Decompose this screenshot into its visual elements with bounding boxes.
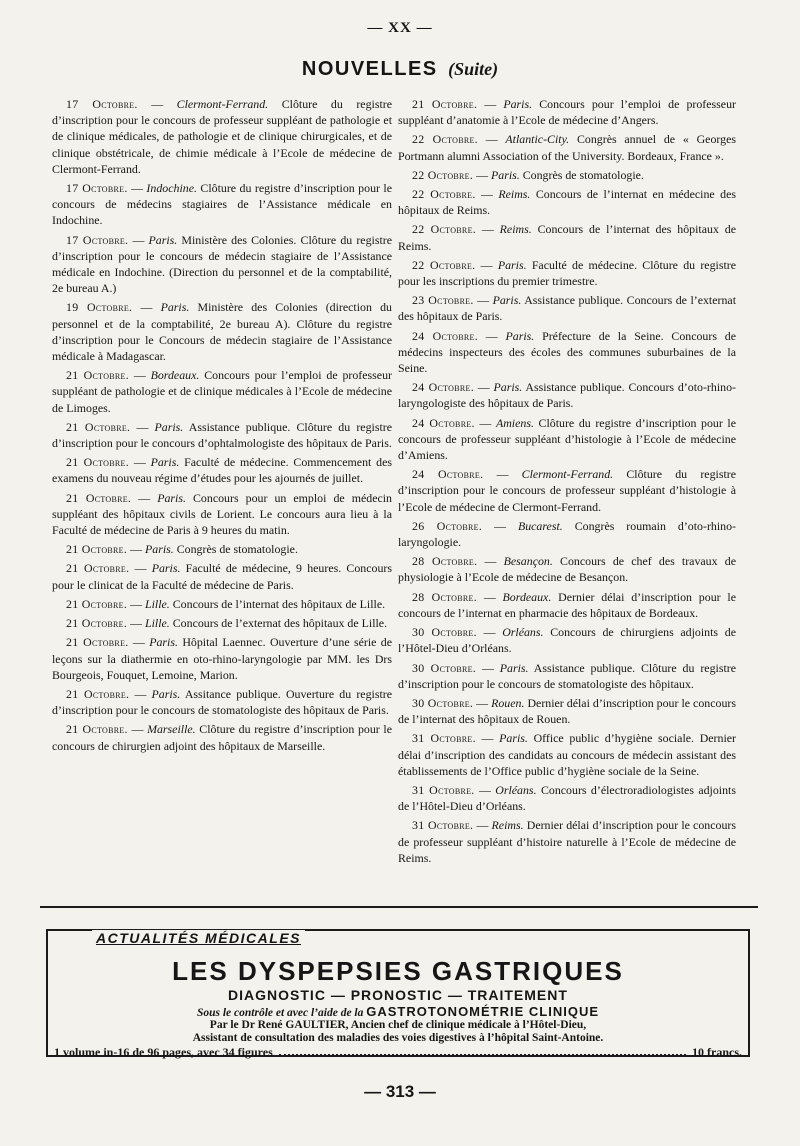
entry-text: Ministère des Colonies (direction du personnel et de la comptabilité, 2e bureau A). Clôture du registre d’inscription pour le Concours de médecin stagiaire de l’Assistance médicale à Madagascar. <box>52 300 392 364</box>
news-entry: 21 Octobre. — Paris. Hôpital Laennec. Ouverture d’une série de leçons sur la diathermie en oto-rhino-laryngologie par MM. les Drs Bourgeois, Fouquet, Lemoine, Marion. <box>52 635 393 682</box>
entry-place: Besançon. <box>503 554 553 569</box>
page-heading <box>0 58 800 81</box>
entry-date: 21 Octobre. <box>66 455 129 470</box>
entry-date: 26 Octobre. <box>412 518 483 533</box>
entry-place: Paris. <box>492 293 522 308</box>
news-entry: 28 Octobre. — Bordeaux. Dernier délai d’inscription pour le concours de l’internat en pharmacie des hôpitaux de Bordeaux. <box>398 589 736 620</box>
entry-text: Préfecture de la Seine. Concours de médecins inspecteurs des écoles des communes suburbaines de la Seine. <box>398 328 737 376</box>
entry-text: Congrès roumain d’oto-rhino-laryngologie. <box>398 518 737 550</box>
entry-date: 24 Octobre. <box>412 415 475 430</box>
entry-date: 21 Octobre. <box>412 97 478 111</box>
entry-place: Atlantic-City. <box>505 132 570 147</box>
entry-text: Faculté de médecine. Clôture du registre pour les inscriptions du premier trimestre. <box>398 257 736 289</box>
news-entry: 21 Octobre. — Paris. Assitance publique. Ouverture du registre d’inscription pour le concours de stomatologiste des hôpitaux de Paris. <box>52 686 393 718</box>
entry-place: Clermont-Ferrand. <box>521 467 614 482</box>
news-entry: 30 Octobre. — Orléans. Concours de chirurgiens adjoints de l’Hôtel-Dieu d’Orléans. <box>398 625 736 656</box>
entry-place: Paris. <box>157 490 186 505</box>
ad-series-tag: ACTUALITÉS MÉDICALES <box>92 930 305 946</box>
news-entry: 22 Octobre. — Atlantic-City. Congrès annuel de « Georges Portmann alumni Association of the University. Bordeaux, France ». <box>398 132 737 163</box>
ad-leader-dots <box>279 1045 686 1056</box>
entry-text: Dernier délai d’inscription pour le concours de l’internat des hôpitaux de Rouen. <box>398 695 736 727</box>
entry-date: 30 Octobre. <box>412 695 474 710</box>
entry-text: Concours pour l’emploi de professeur suppléant d’anatomie à l’Ecole de médecine d’Angers. <box>398 97 736 128</box>
entry-text: Dernier délai d’inscription pour le concours de professeur suppléant d’histoire naturelle à l’Ecole de médecine de Reims. <box>398 818 736 865</box>
ad-title: LES DYSPEPSIES GASTRIQUES <box>172 956 624 986</box>
entry-date: 30 Octobre. <box>412 625 477 640</box>
entry-place: Paris. <box>144 542 174 557</box>
news-entry: 24 Octobre. — Paris. Préfecture de la Seine. Concours de médecins inspecteurs des écoles des communes suburbaines de la Seine. <box>398 328 737 376</box>
entry-text: Concours de l’internat des hôpitaux de Reims. <box>398 222 736 253</box>
entry-place: Bordeaux. <box>502 589 552 604</box>
entry-date: 21 Octobre. <box>66 561 130 576</box>
news-entry: 26 Octobre. — Bucarest. Congrès roumain d’oto-rhino-laryngologie. <box>398 518 737 550</box>
entry-place: Paris. <box>148 232 178 247</box>
entry-date: 31 Octobre. <box>412 818 474 833</box>
entry-text: Clôture du registre d’inscription pour le concours de professeur suppléant de pathologie et de clinique médicales, de pathologie et de clinique chirurgicales, et de clinique obstétricale, de chimie médicale à l’Ecole de médecine de Clermont-Ferrand. <box>52 97 392 176</box>
ad-method-prefix: Sous le contrôle et avec l’aide de la <box>196 1007 364 1019</box>
entry-text: Congrès de stomatologie. <box>176 542 298 557</box>
entry-text: Faculté de médecine, 9 heures. Concours pour le clinicat de la Faculté de médecine de Paris. <box>52 561 392 592</box>
entry-place: Amiens. <box>495 415 534 430</box>
entry-date: 31 Octobre. <box>412 782 475 797</box>
entry-date: 30 Octobre. <box>412 660 477 675</box>
entry-date: 17 Octobre. <box>66 232 129 247</box>
entry-text: Assistance publique. Concours d’oto-rhino-laryngologiste des hôpitaux de Paris. <box>398 380 736 411</box>
news-entry: 21 Octobre. — Paris. Concours pour l’emploi de professeur suppléant d’anatomie à l’Ecole de médecine d’Angers. <box>398 97 736 128</box>
ad-method-name: GASTROTONOMÉTRIE CLINIQUE <box>366 1004 600 1019</box>
entry-date: 28 Octobre. <box>412 589 477 604</box>
entry-place: Bordeaux. <box>150 368 200 383</box>
entry-date: 21 Octobre. <box>66 722 128 737</box>
entry-text: Congrès de stomatologie. <box>522 167 644 182</box>
entry-text: Clôture du registre d’inscription pour le concours de chirurgien adjoint des hôpitaux de Marseille. <box>52 722 392 753</box>
news-entry: 21 Octobre. — Paris. Faculté de médecine, 9 heures. Concours pour le clinicat de la Faculté de médecine de Paris. <box>52 561 392 592</box>
news-entry: 31 Octobre. — Orléans. Concours d’électroradiologistes adjoints de l’Hôtel-Dieu d’Orléans. <box>398 782 736 814</box>
entry-place: Marseille. <box>147 722 196 737</box>
entry-date: 21 Octobre. <box>66 596 128 611</box>
entry-date: 21 Octobre. <box>66 419 131 434</box>
entry-text: Concours d’électroradiologistes adjoints de l’Hôtel-Dieu d’Orléans. <box>398 782 736 814</box>
news-entry: 19 Octobre. — Paris. Ministère des Colonies (direction du personnel et de la comptabilité, 2e bureau A). Clôture du registre d’inscription pour le Concours de médecin stagiaire de l’Assistance médicale à Madagascar. <box>52 300 392 364</box>
entry-text: Concours de chirurgiens adjoints de l’Hôtel-Dieu d’Orléans. <box>398 625 736 656</box>
entry-date: 21 Octobre. <box>66 616 128 631</box>
entry-text: Dernier délai d’inscription pour le concours de l’internat en pharmacie des hôpitaux de Bordeaux. <box>398 589 736 620</box>
entry-date: 17 Octobre. <box>66 181 128 196</box>
entry-place: Paris. <box>149 635 178 650</box>
news-entry: 17 Octobre. — Paris. Ministère des Colonies. Clôture du registre d’inscription pour le concours de médecin stagiaire de l’Assistance médicale en Indochine. (Direction du personnel et de la comptabilité, 2e bureau A.) <box>52 232 393 296</box>
entry-text: Clôture du registre d’inscription pour le concours de médecins stagiaires de l’Assistance médicale en Indochine. <box>52 181 393 228</box>
entry-place: Paris. <box>499 660 529 675</box>
news-entry: 21 Octobre. — Paris. Congrès de stomatologie. <box>66 542 298 557</box>
section-divider <box>40 906 758 908</box>
entry-place: Paris. <box>150 455 180 470</box>
entry-date: 23 Octobre. <box>412 293 474 308</box>
news-entry: 22 Octobre. — Paris. Congrès de stomatologie. <box>412 167 644 182</box>
entry-text: Concours de l’internat des hôpitaux de Lille. <box>172 596 386 611</box>
entry-place: Paris. <box>151 561 181 576</box>
entry-place: Paris. <box>499 731 528 746</box>
entry-place: Bucarest. <box>517 518 563 533</box>
news-entry: 21 Octobre. — Paris. Faculté de médecine. Commencement des examens du nouveau régime d’études pour les ajournés de juillet. <box>52 455 393 486</box>
news-entry: 21 Octobre. — Paris. Assistance publique. Clôture du registre d’inscription pour le concours d’ophtalmologiste des hôpitaux de Paris. <box>52 419 392 451</box>
news-entry: 22 Octobre. — Paris. Faculté de médecine. Clôture du registre pour les inscriptions du premier trimestre. <box>398 257 736 289</box>
entry-text: Faculté de médecine. Commencement des examens du nouveau régime d’études pour les ajournés de juillet. <box>52 455 393 486</box>
entry-place: Orléans. <box>502 625 544 640</box>
entry-date: 17 Octobre. <box>66 97 138 111</box>
entry-date: 21 Octobre. <box>66 686 130 701</box>
news-entry: 17 Octobre. — Clermont-Ferrand. Clôture du registre d’inscription pour le concours de professeur suppléant de pathologie et de clinique médicales, de pathologie et de clinique chirurgicales, et de clinique obstétricale, de chimie médicale à l’Ecole de médecine de Clermont-Ferrand. <box>52 97 392 176</box>
entry-date: 22 Octobre. <box>412 132 478 147</box>
entry-date: 19 Octobre. <box>66 300 133 315</box>
entry-place: Lille. <box>144 616 170 631</box>
entry-place: Lille. <box>144 596 170 611</box>
entry-text: Concours pour l’emploi de professeur suppléant de pathologie et de clinique médicales à l’Ecole de médecine de Limoges. <box>52 368 392 415</box>
entry-date: 21 Octobre. <box>66 542 128 557</box>
entry-text: Assistance publique. Clôture du registre d’inscription pour le concours d’ophtalmologiste des hôpitaux de Paris. <box>52 419 392 451</box>
news-entry: 30 Octobre. — Paris. Assistance publique. Clôture du registre d’inscription pour le concours de stomatologiste des hôpitaux. <box>398 660 736 691</box>
ad-author-line: Par le Dr René GAULTIER, Ancien chef de clinique médicale à l’Hôtel-Dieu, <box>209 1019 587 1031</box>
ad-volume-description: 1 volume in-16 de 96 pages, avec 34 figures <box>54 1045 273 1059</box>
news-entry: 21 Octobre. — Bordeaux. Concours pour l’emploi de professeur suppléant de pathologie et de clinique médicales à l’Ecole de médecine de Limoges. <box>52 368 392 415</box>
news-entry: 24 Octobre. — Paris. Assistance publique. Concours d’oto-rhino-laryngologiste des hôpitaux de Paris. <box>398 380 736 411</box>
advertisement-box <box>46 929 750 1057</box>
entry-text: Concours de l’externat des hôpitaux de Lille. <box>172 616 388 631</box>
entry-text: Hôpital Laennec. Ouverture d’une série de leçons sur la diathermie en oto-rhino-laryngologie par MM. les Drs Bourgeois, Fouquet, Lemoine, Marion. <box>52 635 393 682</box>
entry-place: Clermont-Ferrand. <box>176 97 269 111</box>
news-entry: 21 Octobre. — Paris. Concours pour un emploi de médecin suppléant des hôpitaux civils de Lorient. Le concours aura lieu à la Faculté de médecine de Paris à 9 heures du matin. <box>52 490 392 538</box>
news-entry: 22 Octobre. — Reims. Concours de l’internat en médecine des hôpitaux de Reims. <box>398 187 736 218</box>
entry-text: Concours pour un emploi de médecin suppléant des hôpitaux civils de Lorient. Le concours aura lieu à la Faculté de médecine de Paris à 9 heures du matin. <box>52 490 392 538</box>
ad-subtitle: DIAGNOSTIC — PRONOSTIC — TRAITEMENT <box>228 987 568 1003</box>
entry-place: Rouen. <box>491 695 525 710</box>
page-number: — 313 — <box>364 1082 436 1101</box>
entry-text: Assistance publique. Concours de l’externat des hôpitaux de Paris. <box>398 293 736 324</box>
left-column <box>52 96 392 757</box>
entry-text: Ministère des Colonies. Clôture du registre d’inscription pour le concours de médecin stagiaire de l’Assistance médicale en Indochine. (Direction du personnel et de la comptabilité, 2e bureau A.) <box>52 232 393 296</box>
ad-author-affiliation: Assistant de consultation des maladies des voies digestives à l’hôpital Saint-Antoine. <box>192 1032 604 1044</box>
entry-place: Paris. <box>160 300 190 315</box>
right-column <box>398 96 736 869</box>
entry-text: Clôture du registre d’inscription pour le concours de professeur suppléant d’histologie à l’Ecole de médecine d’Amiens. <box>398 415 737 463</box>
entry-place: Paris. <box>151 686 181 701</box>
entry-place: Paris. <box>503 97 533 111</box>
news-entry: 21 Octobre. — Lille. Concours de l’externat des hôpitaux de Lille. <box>66 616 388 631</box>
entry-date: 22 Octobre. <box>412 222 477 237</box>
roman-page-number: — XX — <box>367 20 433 36</box>
news-entry: 24 Octobre. — Clermont-Ferrand. Clôture du registre d’inscription pour le concours de professeur suppléant d’histologie à l’Ecole de médecine de Clermont-Ferrand. <box>398 467 736 514</box>
entry-place: Paris. <box>505 328 535 343</box>
entry-text: Assistance publique. Clôture du registre d’inscription pour le concours de stomatologiste des hôpitaux. <box>398 660 736 691</box>
ad-method-line <box>48 1005 748 1020</box>
entry-date: 24 Octobre. <box>412 328 478 343</box>
news-entry: 21 Octobre. — Lille. Concours de l’internat des hôpitaux de Lille. <box>66 596 386 611</box>
entry-date: 28 Octobre. <box>412 554 478 569</box>
news-entry: 30 Octobre. — Rouen. Dernier délai d’inscription pour le concours de l’internat des hôpitaux de Rouen. <box>398 695 736 727</box>
entry-date: 22 Octobre. <box>412 187 476 202</box>
entry-date: 22 Octobre. <box>412 167 474 182</box>
entry-date: 24 Octobre. <box>412 467 484 482</box>
news-entry: 21 Octobre. — Marseille. Clôture du registre d’inscription pour le concours de chirurgien adjoint des hôpitaux de Marseille. <box>52 722 392 753</box>
entry-date: 31 Octobre. <box>412 731 476 746</box>
entry-place: Paris. <box>493 380 523 395</box>
entry-place: Paris. <box>497 257 527 272</box>
entry-place: Reims. <box>499 222 532 237</box>
entry-place: Indochine. <box>146 181 197 196</box>
entry-date: 21 Octobre. <box>66 368 130 383</box>
news-entry: 22 Octobre. — Reims. Concours de l’internat des hôpitaux de Reims. <box>398 222 736 253</box>
ad-price-line <box>54 1045 742 1060</box>
entry-text: Concours de chef des travaux de physiologie à l’Ecole de médecine de Besançon. <box>398 554 736 585</box>
news-entry: 23 Octobre. — Paris. Assistance publique. Concours de l’externat des hôpitaux de Paris. <box>398 293 736 324</box>
section-title: NOUVELLES <box>301 58 438 80</box>
entry-date: 21 Octobre. <box>66 635 129 650</box>
entry-date: 24 Octobre. <box>412 380 474 395</box>
news-entry: 31 Octobre. — Paris. Office public d’hygiène sociale. Dernier délai d’inscription des candidats au concours de médecin assistant des établissements de l’Office public d’hygiène sociale de la Seine. <box>398 731 737 778</box>
entry-text: Congrès annuel de « Georges Portmann alumni Association of the University. Bordeaux, France ». <box>398 132 737 163</box>
entry-place: Reims. <box>491 818 524 833</box>
entry-date: 21 Octobre. <box>66 490 132 505</box>
entry-text: Concours de l’internat en médecine des hôpitaux de Reims. <box>398 187 736 218</box>
entry-place: Orléans. <box>495 782 537 797</box>
news-entry: 28 Octobre. — Besançon. Concours de chef des travaux de physiologie à l’Ecole de médecine de Besançon. <box>398 554 736 585</box>
entry-text: Clôture du registre d’inscription pour le concours de professeur suppléant d’histologie à l’Ecole de médecine de Clermont-Ferrand. <box>398 467 736 514</box>
entry-place: Reims. <box>498 187 531 202</box>
entry-date: 22 Octobre. <box>412 257 476 272</box>
entry-text: Office public d’hygiène sociale. Dernier délai d’inscription des candidats au concours de médecin assistant des établissements de l’Office public d’hygiène sociale de la Seine. <box>398 731 737 778</box>
news-entry: 24 Octobre. — Amiens. Clôture du registre d’inscription pour le concours de professeur suppléant d’histologie à l’Ecole de médecine d’Amiens. <box>398 415 737 463</box>
entry-place: Paris. <box>154 419 184 434</box>
section-title-suffix: (Suite) <box>448 59 499 79</box>
entry-place: Paris. <box>490 167 520 182</box>
news-entry: 31 Octobre. — Reims. Dernier délai d’inscription pour le concours de professeur suppléant d’histoire naturelle à l’Ecole de médecine de Reims. <box>398 818 736 865</box>
entry-text: Assitance publique. Ouverture du registre d’inscription pour le concours de stomatologiste des hôpitaux de Paris. <box>52 686 393 718</box>
news-entry: 17 Octobre. — Indochine. Clôture du registre d’inscription pour le concours de médecins stagiaires de l’Assistance médicale en Indochine. <box>52 181 393 228</box>
ad-price: 10 francs. <box>692 1045 742 1059</box>
